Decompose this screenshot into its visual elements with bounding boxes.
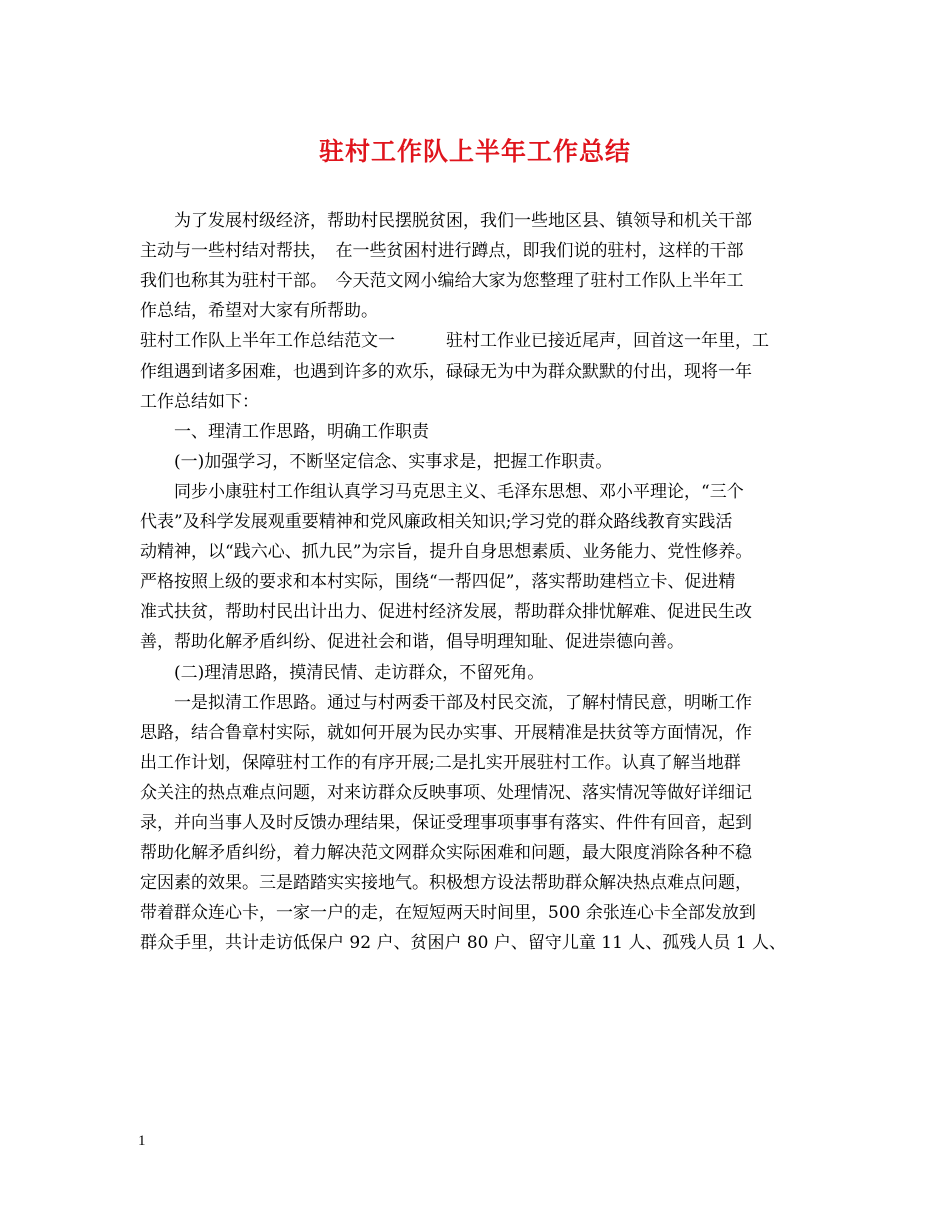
body-line: 思路，结合鲁章村实际，就如何开展为民办实事、开展精准是扶贫等方面情况，作 [140,722,752,743]
body-line: 工作总结如下： [140,391,259,412]
body-line: 带着群众连心卡，一家一户的走，在短短两天时间里，500 余张连心卡全部发放到 [140,903,756,924]
body-line: 群众手里，共计走访低保户 92 户、贫困户 80 户、留守儿童 11 人、孤残人员 1 人、 [140,933,786,954]
body-line: 出工作计划，保障驻村工作的有序开展;二是扎实开展驻村工作。认真了解当地群 [140,752,741,773]
body-line: 帮助化解矛盾纠纷，着力解决范文网群众实际困难和问题，最大限度消除各种不稳 [140,843,752,864]
body-line: 众关注的热点难点问题，对来访群众反映事项、处理情况、落实情况等做好详细记 [140,782,752,803]
body-line: (一)加强学习，不断坚定信念、实事求是，把握工作职责。 [140,451,613,472]
body-line: 一、理清工作思路，明确工作职责 [140,421,429,442]
body-line: 我们也称其为驻村干部。 今天范文网小编给大家为您整理了驻村工作队上半年工 [140,271,744,292]
body-line: 驻村工作队上半年工作总结范文一 驻村工作业已接近尾声，回首这一年里，工 [140,331,769,352]
body-line: 同步小康驻村工作组认真学习马克思主义、毛泽东思想、邓小平理论，“三个 [140,481,744,502]
body-line: (二)理清思路，摸清民情、走访群众，不留死角。 [140,662,545,683]
body-line: 善，帮助化解矛盾纠纷、促进社会和谐，倡导明理知耻、促进崇德向善。 [140,632,684,653]
body-line: 录，并向当事人及时反馈办理结果，保证受理事项事事有落实、件件有回音，起到 [140,813,752,833]
body-line: 作组遇到诸多困难，也遇到许多的欢乐，碌碌无为中为群众默默的付出，现将一年 [140,361,752,382]
body-line: 动精神，以“践六心、抓九民”为宗旨，提升自身思想素质、业务能力、党性修养。 [140,542,753,563]
body-line: 一是拟清工作思路。通过与村两委干部及村民交流，了解村情民意，明晰工作 [140,692,752,713]
document-title: 驻村工作队上半年工作总结 [318,137,631,166]
body-line: 定因素的效果。三是踏踏实实接地气。积极想方设法帮助群众解决热点难点问题， [140,873,752,894]
body-line: 为了发展村级经济，帮助村民摆脱贫困，我们一些地区县、镇领导和机关干部 [140,211,752,231]
body-line: 作总结，希望对大家有所帮助。 [140,301,378,322]
body-line: 严格按照上级的要求和本村实际，围绕“一帮四促”，落实帮助建档立卡、促进精 [140,572,736,593]
body-line: 代表”及科学发展观重要精神和党风廉政相关知识;学习党的群众路线教育实践活 [140,512,733,532]
body-line: 准式扶贫，帮助村民出计出力、促进村经济发展，帮助群众排忧解难、促进民生改 [140,602,752,623]
body-line: 主动与一些村结对帮扶， 在一些贫困村进行蹲点，即我们说的驻村，这样的干部 [140,241,744,262]
page-number: 1 [138,1133,146,1149]
